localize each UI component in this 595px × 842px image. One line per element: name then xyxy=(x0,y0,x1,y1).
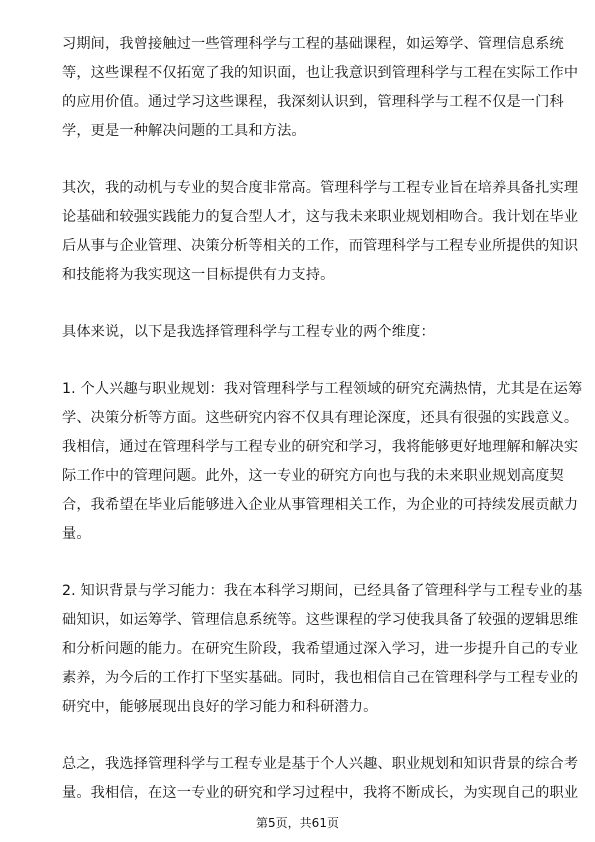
text-line: 际工作中的管理问题。此外，这一专业的研究方向也与我的未来职业规划高度契 xyxy=(62,468,564,484)
page-number: 第5页，共61页 xyxy=(256,816,339,830)
text-line: 其次，我的动机与专业的契合度非常高。管理科学与工程专业旨在培养具备扎实理 xyxy=(62,180,579,196)
text-line: 学、决策分析等方面。这些研究内容不仅具有理论深度，还具有很强的实践意义。 xyxy=(62,410,579,426)
document-body xyxy=(62,30,583,836)
text-line: 习期间，我曾接触过一些管理科学与工程的基础课程，如运筹学、管理信息系统 xyxy=(62,36,564,52)
text-line: 量。 xyxy=(62,526,91,542)
paragraph xyxy=(62,174,579,290)
text-line: 总之，我选择管理科学与工程专业是基于个人兴趣、职业规划和知识背景的综合考 xyxy=(62,756,579,772)
text-line: 后从事与企业管理、决策分析等相关的工作，而管理科学与工程专业所提供的知识 xyxy=(62,238,579,254)
text-line: 础知识，如运筹学、管理信息系统等。这些课程的学习使我具备了较强的逻辑思维 xyxy=(62,612,579,628)
text-line: 我相信，通过在管理科学与工程专业的研究和学习，我将能够更好地理解和解决实 xyxy=(62,439,579,455)
text-line: 等，这些课程不仅拓宽了我的知识面，也让我意识到管理科学与工程在实际工作中 xyxy=(62,65,579,81)
text-line: 1. 个人兴趣与职业规划：我对管理科学与工程领域的研究充满热情，尤其是在运筹 xyxy=(62,381,583,397)
text-line: 论基础和较强实践能力的复合型人才，这与我未来职业规划相吻合。我计划在毕业 xyxy=(62,209,579,225)
text-line: 和分析问题的能力。在研究生阶段，我希望通过深入学习，进一步提升自己的专业 xyxy=(62,641,579,657)
text-line: 和技能将为我实现这一目标提供有力支持。 xyxy=(62,267,335,283)
text-line: 具体来说，以下是我选择管理科学与工程专业的两个维度： xyxy=(62,324,435,340)
paragraph xyxy=(62,375,583,549)
text-line: 学，更是一种解决问题的工具和方法。 xyxy=(62,123,306,139)
text-line: 研究中，能够展现出良好的学习能力和科研潜力。 xyxy=(62,699,378,715)
paragraph xyxy=(62,30,579,146)
text-line: 合，我希望在毕业后能够进入企业从事管理相关工作，为企业的可持续发展贡献力 xyxy=(62,497,579,513)
text-line: 量。我相信，在这一专业的研究和学习过程中，我将不断成长，为实现自己的职业 xyxy=(62,785,579,801)
text-line: 素养，为今后的工作打下坚实基础。同时，我也相信自己在管理科学与工程专业的 xyxy=(62,670,579,686)
paragraph xyxy=(62,750,579,808)
paragraph xyxy=(62,318,534,347)
paragraph xyxy=(62,577,583,722)
text-line: 2. 知识背景与学习能力：我在本科学习期间，已经具备了管理科学与工程专业的基 xyxy=(62,583,583,599)
text-line: 的应用价值。通过学习这些课程，我深刻认识到，管理科学与工程不仅是一门科 xyxy=(62,94,564,110)
